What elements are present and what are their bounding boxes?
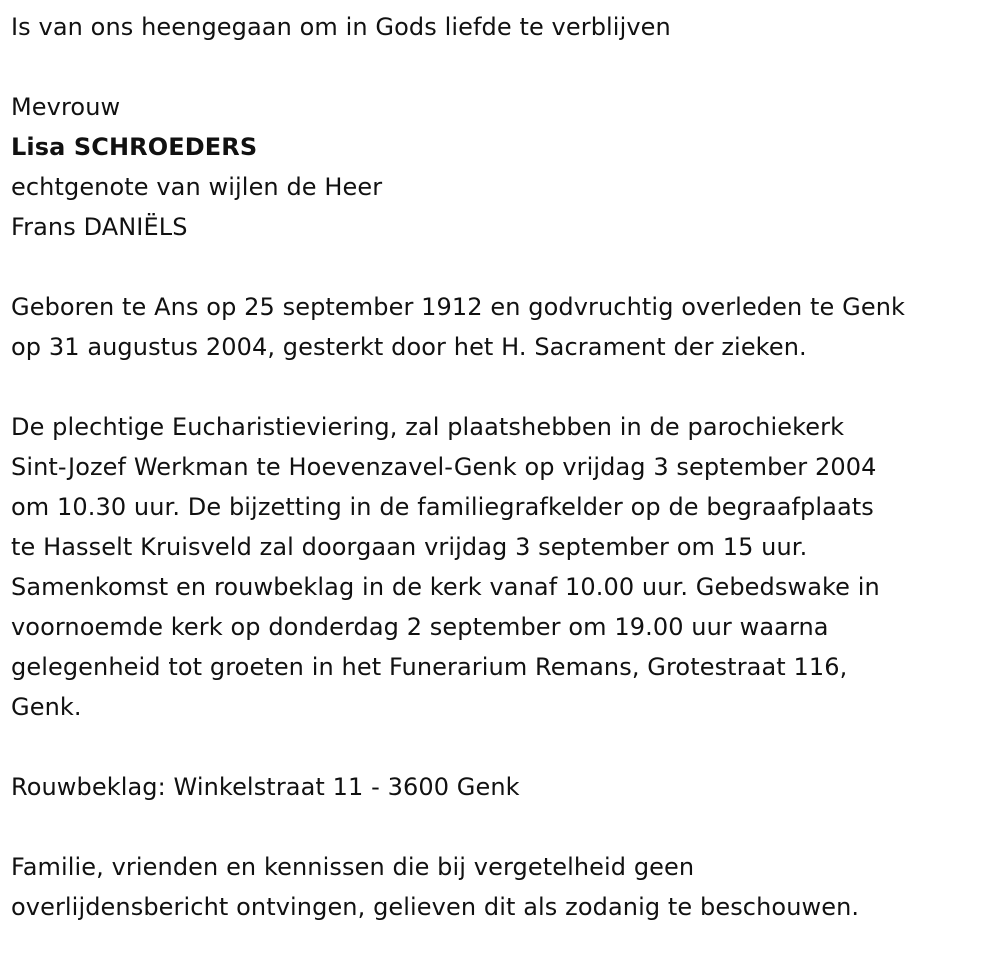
birth-death-line: op 31 augustus 2004, gesterkt door het H. Sacrament der zieken. [11,333,807,361]
spacer [11,367,991,407]
ceremony-line: te Hasselt Kruisveld zal doorgaan vrijdag 3 september om 15 uur. [11,533,808,561]
spacer [11,807,991,847]
ceremony-line: Samenkomst en rouwbeklag in de kerk vanaf 10.00 uur. Gebedswake in [11,573,880,601]
death-notice [11,0,991,927]
ceremony-line: De plechtige Eucharistieviering, zal plaatshebben in de parochiekerk [11,413,845,441]
closing-line: Familie, vrienden en kennissen die bij vergetelheid geen [11,853,695,881]
relation-line: echtgenote van wijlen de Heer [11,173,383,201]
spacer [11,247,991,287]
spacer [11,47,991,87]
deceased-name: Lisa SCHROEDERS [11,133,258,161]
ceremony-line: gelegenheid tot groeten in het Funerarium Remans, Grotestraat 116, [11,653,848,681]
ceremony-line: Sint-Jozef Werkman te Hoevenzavel-Genk op vrijdag 3 september 2004 [11,453,877,481]
ceremony-line: voornoemde kerk op donderdag 2 september om 19.00 uur waarna [11,613,829,641]
ceremony-line: Genk. [11,693,82,721]
intro-line: Is van ons heengegaan om in Gods liefde te verblijven [11,13,671,41]
closing-line: overlijdensbericht ontvingen, gelieven dit als zodanig te beschouwen. [11,893,860,921]
condolence-address: Rouwbeklag: Winkelstraat 11 - 3600 Genk [11,773,520,801]
ceremony-line: om 10.30 uur. De bijzetting in de familiegrafkelder op de begraafplaats [11,493,874,521]
spacer [11,727,991,767]
spouse-name: Frans DANIËLS [11,213,188,241]
birth-death-line: Geboren te Ans op 25 september 1912 en godvruchtig overleden te Genk [11,293,906,321]
salutation: Mevrouw [11,93,121,121]
